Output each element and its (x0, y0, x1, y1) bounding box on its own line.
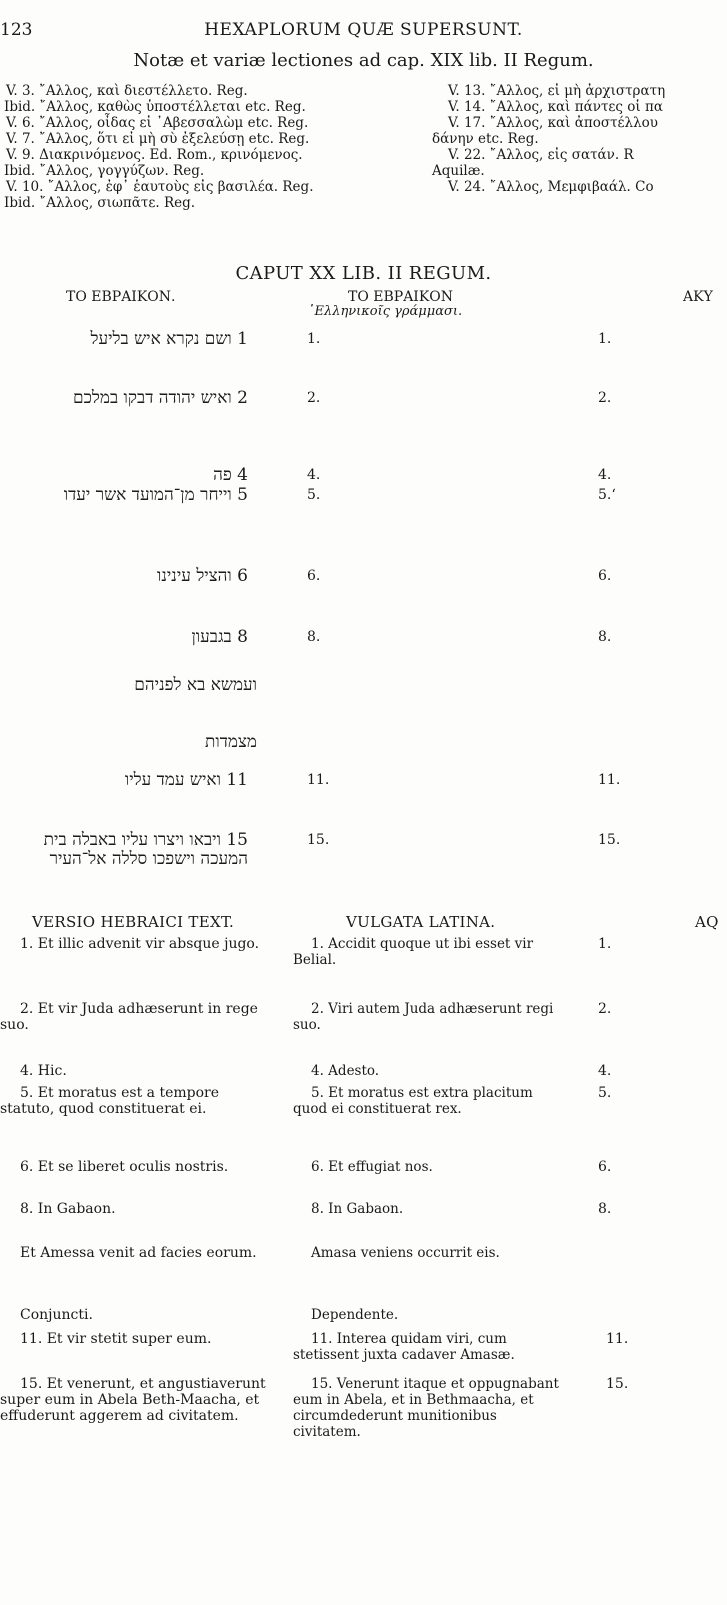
note-right: δάνην etc. Reg. (432, 131, 539, 147)
versio-verse: 11. Et vir stetit super eum. (20, 1331, 212, 1347)
column-header-aquila: ΑΚΥ (683, 289, 713, 305)
verse-number: 1. (307, 331, 321, 347)
note-left: V. 10. ῎Αλλος, ἐφ᾿ ἑαυτοὺς εἰς βασιλέα. Reg. (6, 179, 314, 195)
verse-number: 4. (598, 1063, 612, 1079)
column-header-hebrew: ΤΟ ΕΒΡΑΙΚΟΝ. (66, 289, 176, 305)
hebrew-verse: 6 והציל עינינו (156, 566, 248, 586)
verse-number: 8. (598, 629, 612, 645)
note-right: V. 22. ῎Αλλος, εἰς σατάν. R (448, 147, 634, 163)
hebrew-verse: 1 ושם נקרא איש בליעל (90, 329, 248, 349)
verse-number: 11. (598, 772, 621, 788)
hebrew-verse: 5 וייחר מן־המועד אשר יעדו (63, 485, 248, 505)
vulgata-verse: 11. Interea quidam viri, cum stetissent juxta cadaver Amasæ. (293, 1331, 515, 1363)
running-head: HEXAPLORUM QUÆ SUPERSUNT. (204, 20, 523, 40)
note-right: V. 14. ῎Αλλος, καὶ πάντες οἱ πα (448, 99, 663, 115)
hebrew-verse: 11 ואיש עמד עליו (124, 770, 248, 790)
hebrew-verse: מצמדות (205, 732, 257, 752)
hebrew-verse: 4 פה (213, 465, 248, 485)
versio-verse: 15. Et venerunt, et angustiaverunt super eum in Abela Beth-Maacha, et effuderunt aggerem ad civitatem. (0, 1376, 266, 1424)
note-right: V. 17. ῎Αλλος, καὶ ἀποστέλλου (448, 115, 658, 131)
verse-number: 15. (307, 832, 330, 848)
caput-heading: CAPUT XX LIB. II REGUM. (235, 263, 492, 284)
note-left: Ibid. ῎Αλλος, σιωπᾶτε. Reg. (4, 195, 196, 211)
verse-number: 5. (307, 487, 321, 503)
verse-number: 11. (307, 772, 330, 788)
note-left: V. 3. ῎Αλλος, καὶ διεστέλλετο. Reg. (6, 83, 248, 99)
versio-verse: 4. Hic. (20, 1063, 67, 1079)
vulgata-verse: 8. In Gabaon. (311, 1201, 404, 1217)
verse-number: 8. (598, 1201, 612, 1217)
verse-number: 6. (598, 1159, 612, 1175)
column-header-hebrew-greek: ΤΟ ΕΒΡΑΙΚΟΝ (348, 289, 454, 305)
vulgata-verse: 1. Accidit quoque ut ibi esset vir Belial. (293, 936, 534, 968)
verse-number: 1. (598, 331, 612, 347)
hebrew-verse: 8 בגבעון (191, 627, 248, 647)
versio-verse: Et Amessa venit ad facies eorum. (20, 1245, 257, 1261)
note-right: V. 24. ῎Αλλος, Μεμφιβαάλ. Co (448, 179, 654, 195)
versio-verse: 8. In Gabaon. (20, 1201, 116, 1217)
vulgata-verse: 4. Adesto. (311, 1063, 380, 1079)
versio-verse: 5. Et moratus est a tempore statuto, quod constituerat ei. (0, 1085, 220, 1117)
note-left: Ibid. ῎Αλλος, καθὼς ὑποστέλλεται etc. Reg. (4, 99, 306, 115)
column-header-vulgata: VULGATA LATINA. (346, 913, 496, 931)
verse-number: 15. (598, 832, 621, 848)
page-number: 123 (0, 20, 33, 40)
note-left: V. 9. Διακρινόμενος. Ed. Rom., κρινόμενος. (6, 147, 303, 163)
versio-verse: Conjuncti. (20, 1307, 93, 1323)
vulgata-verse: Dependente. (311, 1307, 399, 1323)
verse-number: 4. (307, 467, 321, 483)
verse-number: 5. (598, 1085, 612, 1101)
verse-number: 6. (598, 568, 612, 584)
vulgata-verse: 15. Venerunt itaque et oppugnabant eum in Abela, et in Bethmaacha, et circumdederunt munitionibus civitatem. (293, 1376, 559, 1440)
verse-number: 8. (307, 629, 321, 645)
vulgata-verse: Amasa veniens occurrit eis. (311, 1245, 500, 1261)
notes-title: Notæ et variæ lectiones ad cap. XIX lib. II Regum. (133, 50, 594, 71)
versio-verse: 2. Et vir Juda adhæserunt in rege suo. (0, 1001, 258, 1033)
verse-number: 1. (598, 936, 612, 952)
vulgata-verse: 6. Et effugiat nos. (311, 1159, 433, 1175)
note-right: V. 13. ῎Αλλος, εἰ μὴ ἀρχιστρατη (448, 83, 666, 99)
verse-number: 2. (598, 1001, 612, 1017)
hebrew-verse: 2 ואיש יהודה דבקו במלכם (73, 388, 248, 408)
note-left: V. 7. ῎Αλλος, ὅτι εἰ μὴ σὺ ἐξελεύσῃ etc. Reg. (6, 131, 310, 147)
note-left: Ibid. ῎Αλλος, γογγύζων. Reg. (4, 163, 205, 179)
vulgata-verse: 5. Et moratus est extra placitum quod ei constituerat rex. (293, 1085, 533, 1117)
verse-number: 6. (307, 568, 321, 584)
note-right: Aquilæ. (432, 163, 485, 179)
vulgata-verse: 2. Viri autem Juda adhæserunt regi suo. (293, 1001, 554, 1033)
versio-verse: 1. Et illic advenit vir absque jugo. (20, 936, 260, 952)
column-header-aquila: AQ (695, 913, 719, 931)
verse-number: 2. (598, 390, 612, 406)
verse-number: 15. (606, 1376, 629, 1392)
note-left: V. 6. ῎Αλλος, οἶδας εἰ ᾿Αβεσσαλὼμ etc. Reg. (6, 115, 309, 131)
verse-number: 11. (606, 1331, 629, 1347)
verse-number: 5.‘ (598, 487, 616, 503)
column-subheader-greek-letters: ῾Ελληνικοῖς γράμμασι. (308, 304, 463, 319)
hebrew-verse: המעכה וישפכו סללה אל־העיר (49, 849, 248, 869)
versio-verse: 6. Et se liberet oculis nostris. (20, 1159, 229, 1175)
hebrew-verse: 15 ויבאו ויצרו עליו באבלה בית (43, 830, 248, 850)
hebrew-verse: ועמשא בא לפניהם (134, 675, 257, 695)
column-header-versio: VERSIO HEBRAICI TEXT. (32, 913, 235, 931)
verse-number: 4. (598, 467, 612, 483)
verse-number: 2. (307, 390, 321, 406)
